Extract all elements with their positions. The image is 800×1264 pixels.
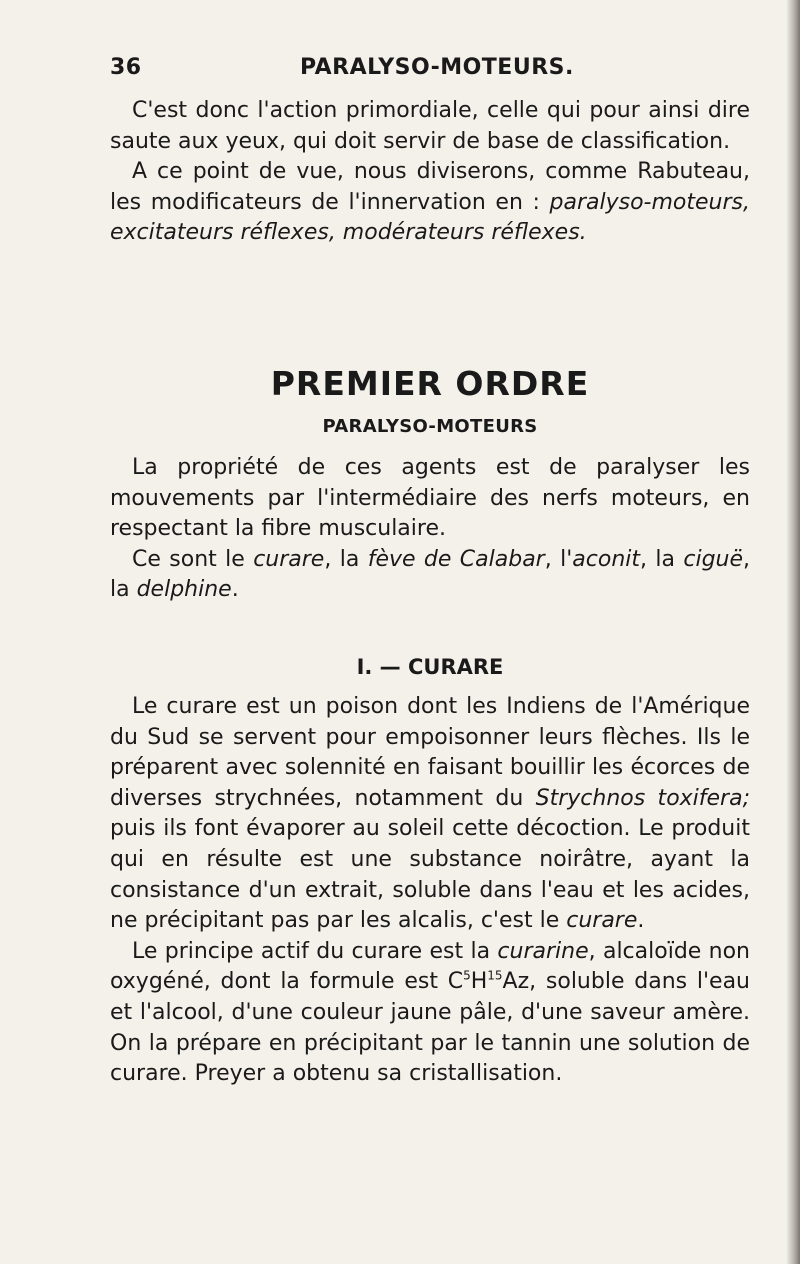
text-run: Az, soluble dans l'eau et l'alcool, d'une couleur jaune pâle, d'une saveur amère. On la prépare en précipitant par le tannin une solution de curare. Preyer a obtenu sa cristallisation. (110, 969, 750, 1087)
intro-paragraph-1: C'est donc l'action primordiale, celle qui pour ainsi dire saute aux yeux, qui doit servir de base de classification. (110, 98, 750, 154)
text-run: puis ils font évaporer au soleil cette décoction. Le produit qui en résulte est une substance noirâtre, ayant la consistance d'un extrait, soluble dans l'eau et les acides, ne précipitant pas par les alcalis, c'est le (110, 816, 750, 934)
intro-paragraph-2 (110, 157, 750, 249)
order-title: PREMIER ORDRE (270, 364, 590, 403)
term-feve: fève de Calabar (367, 546, 545, 572)
running-title: PARALYSO-MOTEURS. (300, 55, 574, 80)
curare-paragraph-2 (110, 937, 750, 1090)
order-paragraph-1: La propriété de ces agents est de paralyser les mouvements par l'intermédiaire des nerfs moteurs, en respectant la fibre musculaire. (110, 455, 750, 542)
text-run: , l' (544, 546, 573, 572)
text-run: . (231, 577, 239, 603)
text-run: , la (324, 546, 368, 572)
order-text (110, 453, 750, 606)
text-run: , alcaloïde non oxygéné, dont la formule est C (110, 938, 751, 995)
section-text (110, 692, 750, 1090)
text-run: Le curare est un poison dont les Indiens de l'Amérique du Sud se servent pour empoisonner leurs flèches. Ils le préparent avec solennité en faisant bouillir les écorces de diverses strychnées, notamment du (110, 694, 750, 811)
section-heading: I. — CURARE (356, 655, 504, 679)
page-edge-shadow (786, 0, 800, 1264)
term-aconit: aconit (572, 546, 640, 572)
text-run: , la (640, 546, 684, 572)
curare-paragraph-1 (110, 692, 750, 937)
term-species: Strychnos toxifera; (535, 785, 750, 811)
order-subtitle: PARALYSO-MOTEURS (322, 416, 538, 437)
page-number: 36 (110, 55, 142, 80)
intro-p2-lead: A ce point de vue, nous diviserons, comme Rabuteau, les modificateurs de l'innervation en : (110, 159, 750, 215)
intro-text (110, 96, 750, 249)
text-run: , la (110, 546, 751, 603)
order-paragraph-2 (110, 545, 750, 606)
text-run: . (637, 908, 645, 934)
formula-superscript-c: 5 (463, 969, 471, 984)
term-cigue: ciguë (683, 546, 744, 572)
term-curarine: curarine (497, 938, 589, 964)
term-delphine: delphine (136, 577, 232, 603)
text-run: H (470, 969, 488, 995)
text-run: Le principe actif du curare est la (132, 938, 498, 964)
running-head (110, 55, 750, 91)
term-curare-2: curare (566, 908, 638, 934)
classification-terms: paralyso-moteurs, excitateurs réflexes, modérateurs réflexes. (110, 189, 750, 246)
text-run: Ce sont le (132, 546, 254, 572)
term-curare: curare (253, 546, 325, 572)
formula-superscript-h: 15 (487, 969, 503, 984)
